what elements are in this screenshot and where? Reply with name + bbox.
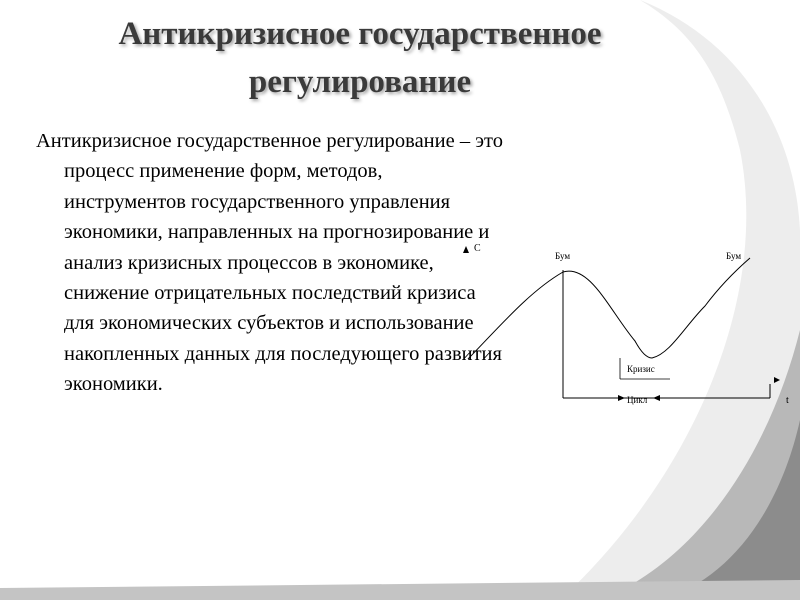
peak1-label: Бум xyxy=(555,251,571,261)
cycle-arrow-left-head xyxy=(618,395,625,401)
y-axis-arrowhead xyxy=(463,246,469,253)
y-axis-label: С xyxy=(474,243,481,254)
peak2-label: Бум xyxy=(726,251,742,261)
trough-label: Кризис xyxy=(627,364,655,374)
business-cycle-curve xyxy=(468,258,750,359)
x-axis-arrowhead xyxy=(774,377,780,383)
swoosh-bottom-strip xyxy=(0,580,800,600)
business-cycle-diagram xyxy=(460,236,800,426)
slide-title xyxy=(40,10,680,106)
cycle-arrow-right-head xyxy=(653,395,660,401)
definition-text: Антикризисное государственное регулирование – это процесс применение форм, методов, инструментов государственного управления экономики, направленных на прогнозирование и анализ кризисных процессов в экономике, снижение отрицательных последствий кризиса для экономических субъектов и использование накопленных данных для последующего развития экономики. xyxy=(36,130,503,396)
title-line-2: регулирование xyxy=(248,64,472,100)
title-line-1: Антикризисное государственное xyxy=(118,16,602,52)
x-axis-label: t xyxy=(786,395,789,406)
cycle-label: Цикл xyxy=(627,395,648,405)
